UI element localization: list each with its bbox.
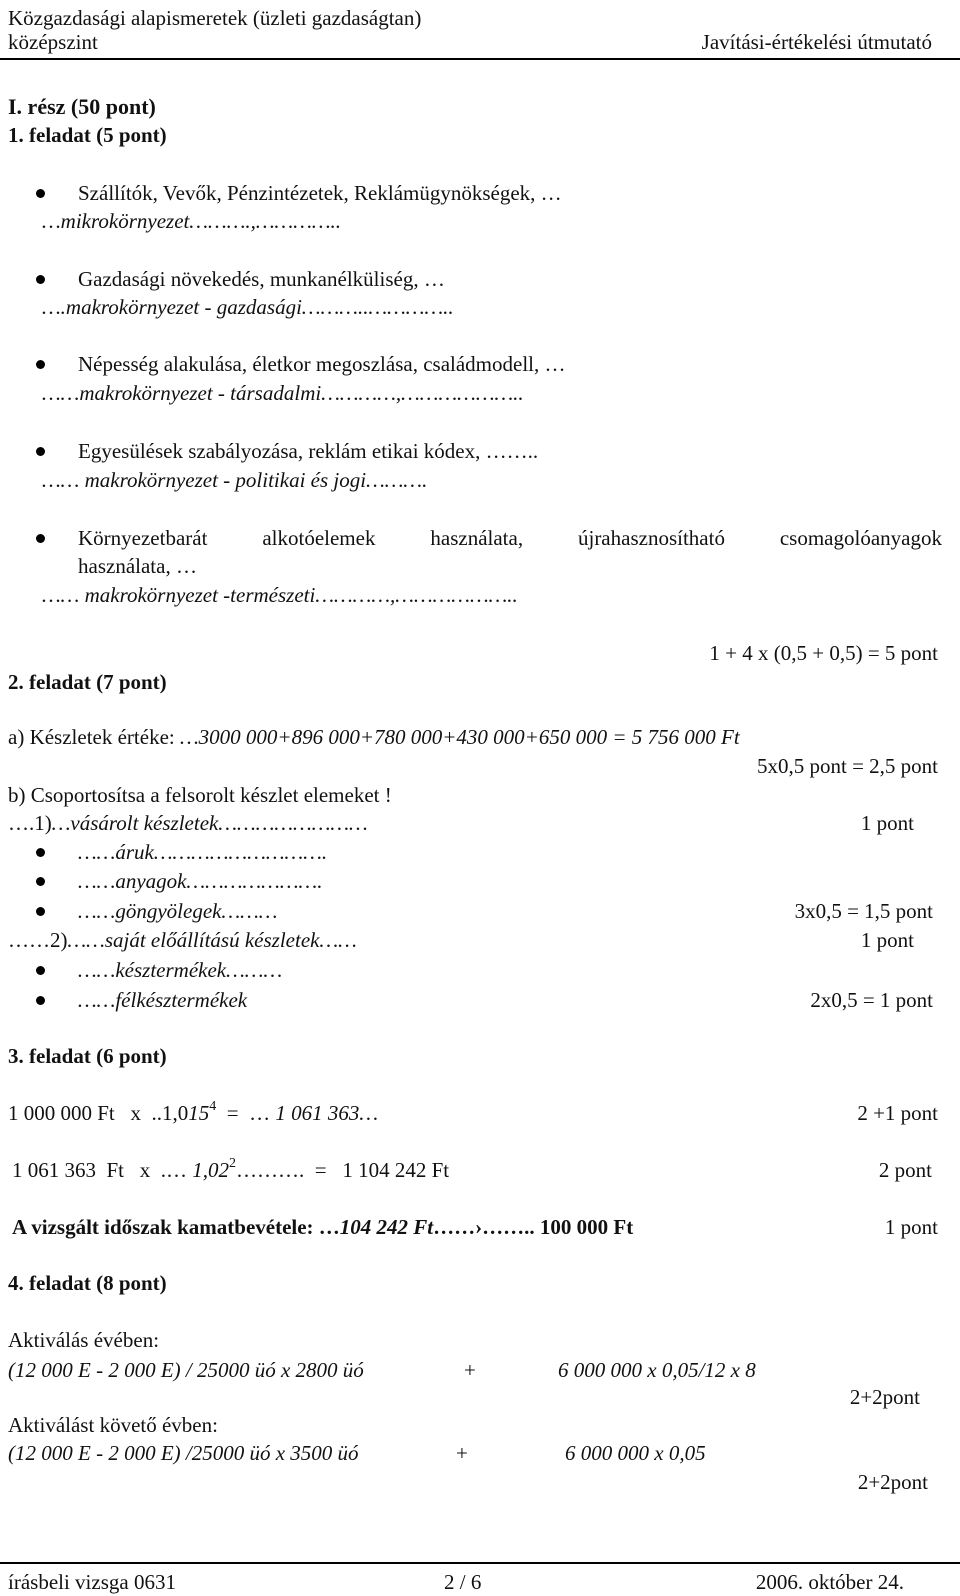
bullet-icon [36, 534, 45, 543]
task4-title: 4. feladat (8 pont) [8, 1271, 167, 1295]
task2-group1-item: ……göngyölegek……… [78, 899, 278, 923]
task4-score2: 2+2pont [857, 1470, 928, 1494]
task3-row1-b: 15 [188, 1101, 210, 1125]
task4-formula2-b: 6 000 000 x 0,05 [565, 1441, 706, 1465]
task2-group1-text: …vásárolt készletek…………………… [51, 811, 368, 835]
task2-group2 [8, 927, 357, 953]
footer-date: 2006. október 24. [755, 1570, 904, 1594]
task2-group1-item: ……anyagok…………………. [78, 869, 323, 893]
task3-row2-c: ………. = 1 104 242 Ft [236, 1158, 450, 1182]
task3-row3-b: 104 242 Ft [339, 1215, 434, 1239]
task3-row2-a: 1 061 363 Ft x .… [12, 1158, 193, 1182]
task2-title: 2. feladat (7 pont) [8, 670, 167, 694]
task2-a-line [8, 724, 740, 750]
word: Környezetbarát [78, 526, 208, 550]
task2-group1-items-score: 3x0,5 = 1,5 pont [794, 899, 933, 923]
bullet-icon [36, 877, 45, 886]
task3-row3-a: A vizsgált időszak kamatbevétele: … [12, 1215, 340, 1239]
task3-row3 [12, 1214, 633, 1240]
task1-item5-line3: …… makrokörnyezet -természeti…………,……………….. [42, 583, 518, 607]
task1-item1-line2: …mikrokörnyezet……….,………….. [42, 209, 342, 233]
task1-item2-line1: Gazdasági növekedés, munkanélküliség, … [78, 267, 445, 291]
task4-formula2-plus: + [456, 1441, 468, 1465]
bullet-icon [36, 966, 45, 975]
task4-label1: Aktiválás évében: [8, 1328, 160, 1352]
task2-group2-score: 1 pont [860, 928, 914, 952]
word: használata, [430, 526, 524, 550]
task2-group1-prefix: ….1) [8, 811, 52, 835]
task2-group2-item: ……késztermékek……… [78, 958, 283, 982]
footer-divider [0, 1562, 960, 1564]
task1-item1-line1: Szállítók, Vevők, Pénzintézetek, Reklámügynökségek, … [78, 181, 562, 205]
task3-row2 [12, 1157, 449, 1183]
bullet-icon [36, 848, 45, 857]
task3-row1-d: 1 061 363… [275, 1101, 379, 1125]
task2-group1 [8, 810, 368, 836]
task4-formula1-plus: + [464, 1358, 476, 1382]
header-divider [0, 58, 960, 60]
task3-row3-score: 1 pont [884, 1215, 938, 1239]
task3-row1-exponent: 4 [209, 1099, 217, 1114]
task3-row2-exponent: 2 [229, 1156, 237, 1171]
header-level: középszint [8, 30, 98, 54]
task2-group2-text: ……saját előállítású készletek…… [67, 928, 357, 952]
task2-group2-prefix: ……2) [8, 928, 68, 952]
task1-item5-line2: használata, … [78, 554, 197, 578]
task4-formula1-a: (12 000 E - 2 000 E) / 25000 üó x 2800 üó [8, 1358, 364, 1382]
bullet-icon [36, 996, 45, 1005]
task3-row3-c: ……›…….. 100 000 Ft [433, 1215, 634, 1239]
task2-a-value: …3000 000+896 000+780 000+430 000+650 000 = 5 756 000 Ft [179, 725, 740, 749]
bullet-icon [36, 447, 45, 456]
task1-item5-line1 [78, 525, 942, 551]
task1-item3-line1: Népesség alakulása, életkor megoszlása, családmodell, … [78, 352, 566, 376]
footer-page-number: 2 / 6 [444, 1570, 482, 1594]
task1-title: 1. feladat (5 pont) [8, 123, 167, 147]
task2-group1-score: 1 pont [860, 811, 914, 835]
part-title: I. rész (50 pont) [8, 94, 156, 119]
task3-row1-a: 1 000 000 Ft x ..1,0 [8, 1101, 189, 1125]
task4-score1: 2+2pont [849, 1385, 920, 1409]
task4-label2: Aktiválást követő évben: [8, 1413, 218, 1437]
task1-item3-line2: ……makrokörnyezet - társadalmi…………,……………….. [42, 381, 524, 405]
task3-row1 [8, 1100, 378, 1126]
header-doc-type: Javítási-értékelési útmutató [701, 30, 932, 54]
task3-title: 3. feladat (6 pont) [8, 1044, 167, 1068]
task2-b-label: b) Csoportosítsa a felsorolt készlet elemeket ! [8, 783, 392, 807]
task3-row1-c: = … [216, 1101, 276, 1125]
task4-formula1-b: 6 000 000 x 0,05/12 x 8 [558, 1358, 756, 1382]
task2-group1-item: ……áruk………………………. [78, 840, 328, 864]
task2-a-label: a) Készletek értéke: [8, 725, 180, 749]
task1-item4-line2: …… makrokörnyezet - politikai és jogi………. [42, 468, 428, 492]
task2-group2-items-score: 2x0,5 = 1 pont [810, 988, 933, 1012]
bullet-icon [36, 907, 45, 916]
footer-exam: írásbeli vizsga 0631 [8, 1570, 176, 1594]
word: újrahasznosítható [577, 526, 725, 550]
word: alkotóelemek [262, 526, 376, 550]
task2-a-score: 5x0,5 pont = 2,5 pont [756, 754, 938, 778]
word: csomagolóanyagok [779, 526, 942, 550]
task1-item2-line2: ….makrokörnyezet - gazdasági………..………….. [42, 295, 454, 319]
task3-row2-score: 2 pont [878, 1158, 932, 1182]
bullet-icon [36, 189, 45, 198]
task2-group2-item: ……félkésztermékek [78, 988, 248, 1012]
task3-row2-b: 1,02 [192, 1158, 230, 1182]
header-title: Közgazdasági alapismeretek (üzleti gazdaságtan) [8, 6, 422, 30]
task1-item4-line1: Egyesülések szabályozása, reklám etikai kódex, …….. [78, 439, 539, 463]
bullet-icon [36, 275, 45, 284]
bullet-icon [36, 360, 45, 369]
task1-score: 1 + 4 x (0,5 + 0,5) = 5 pont [709, 641, 938, 665]
task4-formula2-a: (12 000 E - 2 000 E) /25000 üó x 3500 üó [8, 1441, 359, 1465]
task3-row1-score: 2 +1 pont [857, 1101, 938, 1125]
